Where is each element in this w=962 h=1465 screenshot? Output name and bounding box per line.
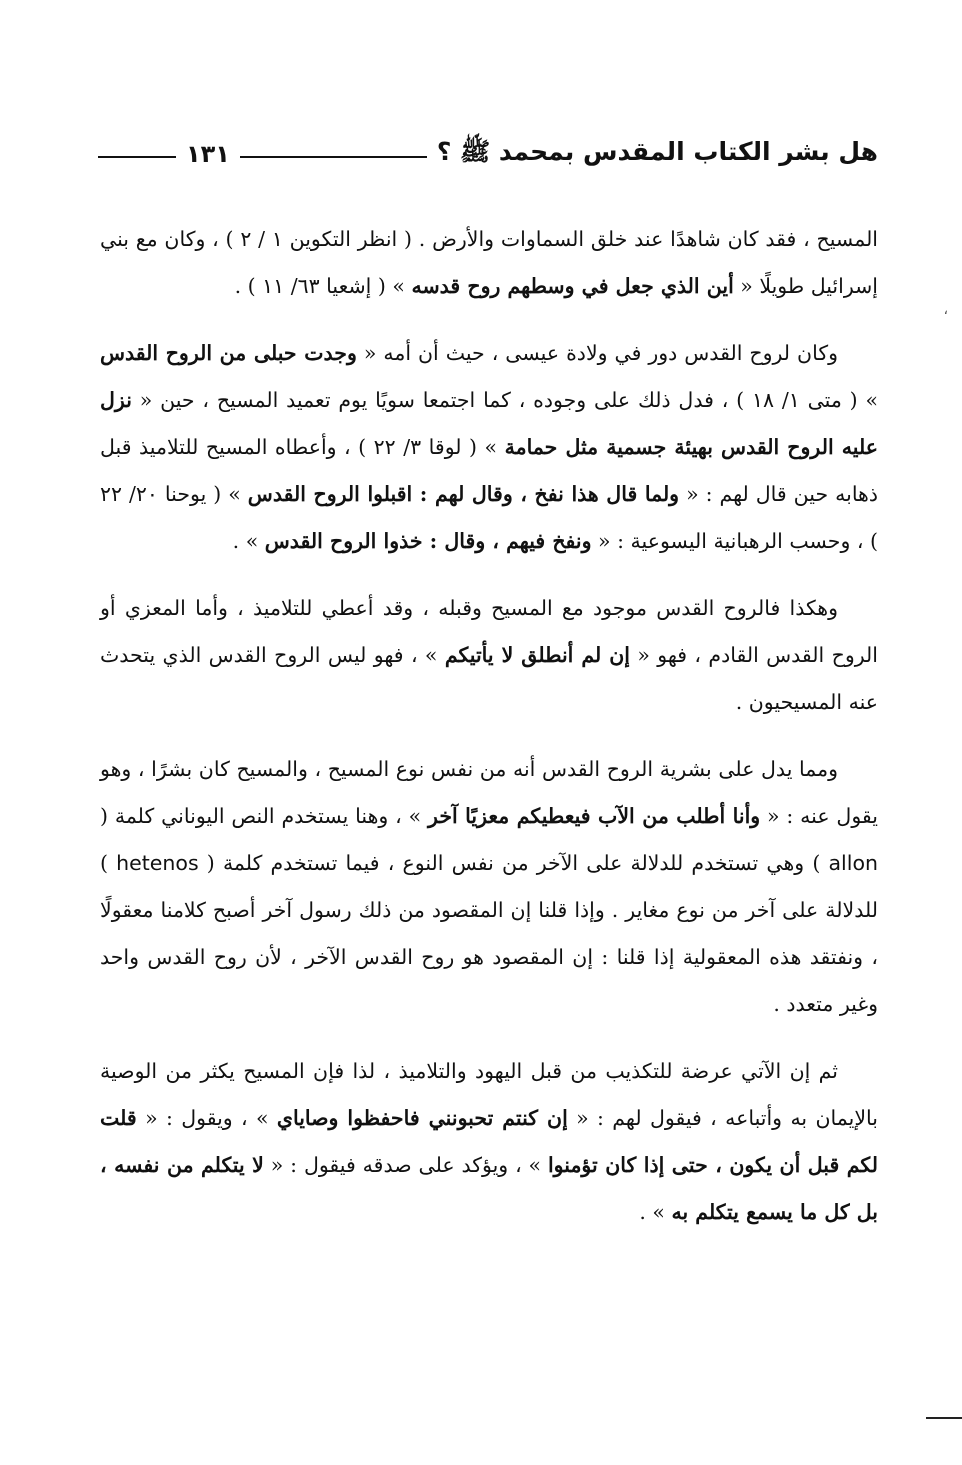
body-text: وكان لروح القدس دور في ولادة عيسى ، حيث أن أمه « — [356, 341, 838, 365]
header-rule-end — [98, 156, 176, 158]
body-text: » ، ويقول : « — [136, 1106, 277, 1130]
paragraph — [100, 746, 878, 1028]
quotation: إن لم أنطلق لا يأتيكم — [444, 643, 630, 667]
body-text: ) للدلالة على آخر من نوع مغاير . وإذا قلنا إن المقصود من ذلك رسول آخر أصبح كلامنا معقولًا ، ونفتقد هذه المعقولية إذا قلنا : إن المقصود هو روح القدس الآخر ، لأن روح القدس واحد وغير متعدد . — [100, 851, 878, 1016]
quotation: لا يتكلم من نفسه ، بل كل ما يسمع يتكلم به — [100, 1153, 878, 1224]
margin-dash — [926, 1417, 962, 1419]
body-text: » ( يوحنا ٢٠/ ٢٢ ) ، وحسب الرهبانية اليسوعية : « — [100, 482, 878, 553]
body-text: » ( متى ١/ ١٨ ) ، فدل ذلك على وجوده ، كما اجتمعا سويًا يوم تعميد المسيح ، حين « — [131, 388, 879, 412]
body-text: ومما يدل على بشرية الروح القدس أنه من نفس نوع المسيح ، والمسيح كان بشرًا ، وهو يقول عنه : « — [100, 757, 878, 828]
paragraph — [100, 585, 878, 726]
latin-term: hetenos — [116, 851, 199, 875]
body-text: ) وهي تستخدم للدلالة على الآخر من نفس النوع ، فيما تستخدم كلمة ( — [198, 851, 829, 875]
margin-mark: ، — [943, 302, 948, 318]
body-text: ثم إن الآتي عرضة للتكذيب من قبل اليهود والتلاميذ ، لذا فإن المسيح يكثر من الوصية بالإيمان به وأتباعه ، فيقول لهم : « — [100, 1059, 878, 1130]
page-body — [100, 216, 878, 1256]
body-text: » ، ويؤكد على صدقه فيقول : « — [263, 1153, 548, 1177]
body-text: » . — [639, 1200, 672, 1224]
body-text: » ، وهنا يستخدم النص اليوناني كلمة ( — [100, 804, 429, 828]
paragraph — [100, 1048, 878, 1236]
body-text: » ( لوقا ٣/ ٢٢ ) ، وأعطاه المسيح للتلاميذ قبل ذهابه حين قال لهم : « — [100, 435, 879, 506]
quotation: إن كنتم تحبونني فاحفظوا وصاياي — [276, 1106, 568, 1130]
running-header-title: هل بشر الكتاب المقدس بمحمد ﷺ ؟ — [436, 136, 878, 166]
latin-term: allon — [828, 851, 878, 875]
quotation: أين الذي جعل في وسطهم روح قدسه — [411, 274, 734, 298]
body-text: وهكذا فالروح القدس موجود مع المسيح وقبله ، وقد أعطي للتلاميذ ، وأما المعزي أو الروح القدس القادم ، فهو « — [100, 596, 878, 667]
quotation: وجدت حبلى من الروح القدس — [100, 341, 357, 365]
body-text: » ، فهو ليس الروح القدس الذي يتحدث عنه المسيحيون . — [100, 643, 878, 714]
quotation: نزل عليه الروح القدس بهيئة جسمية مثل حمامة — [100, 388, 878, 459]
quotation: وأنا أطلب من الآب فيعطيكم معزيًا آخر — [428, 804, 761, 828]
quotation: ونفخ فيهم ، وقال : خذوا الروح القدس — [264, 529, 592, 553]
paragraph — [100, 330, 878, 565]
page-number: ١٣١ — [186, 140, 230, 168]
quotation: ولما قال هذا نفخ ، وقال لهم : اقبلوا الروح القدس — [247, 482, 680, 506]
running-header — [98, 128, 878, 180]
body-text: » . — [232, 529, 265, 553]
body-text: المسيح ، فقد كان شاهدًا عند خلق السماوات والأرض . ( انظر التكوين ١ / ٢ ) ، وكان مع بني إسرائيل طويلًا « — [100, 227, 879, 298]
header-rule — [240, 156, 427, 158]
paragraph — [100, 216, 878, 310]
quotation: قلت لكم قبل أن يكون ، حتى إذا كان تؤمنوا — [100, 1106, 878, 1177]
body-text: » ( إشعيا ٦٣/ ١١ ) . — [234, 274, 412, 298]
